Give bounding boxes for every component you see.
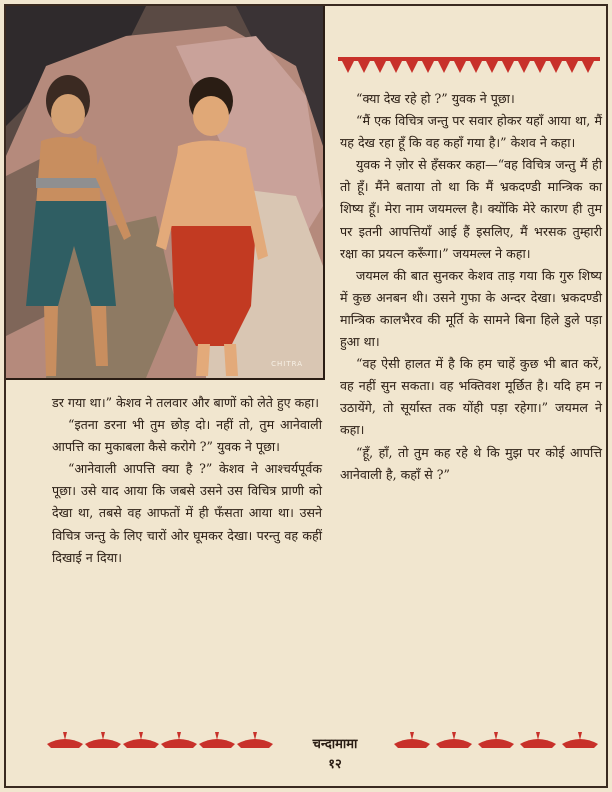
footer-ornament-left — [45, 728, 275, 750]
paragraph: डर गया था।” केशव ने तलवार और बाणों को लेते हुए कहा। — [52, 395, 320, 410]
paragraph: “मैं एक विचित्र जन्तु पर सवार होकर यहाँ आया था, मैं यह देख रहा हूँ कि वह कहाँ गया है।” केशव ने कहा। — [340, 113, 602, 151]
paragraph: “वह ऐसी हालत में है कि हम चाहें कुछ भी बात करें, वह नहीं सुन सकता। वह भक्तिवश मूर्छित है। यदि हम न उठायेंगे, तो सूर्यास्त तक योंही पड़ा रहेगा।” जयमल ने कहा। — [340, 356, 602, 438]
magazine-title: चन्दामामा — [312, 737, 358, 752]
ornament-header-icon — [338, 55, 600, 75]
footer-ornament-right — [392, 728, 602, 750]
page-number: १२ — [328, 757, 342, 772]
lamp-ornament-icon — [45, 728, 275, 750]
paragraph: “इतना डरना भी तुम छोड़ दो। नहीं तो, तुम आनेवाली आपत्ति का मुकाबला कैसे करोगे ?” युवक ने पूछा। — [52, 417, 322, 455]
decorative-header-border — [338, 55, 600, 75]
illustrator-signature: CHITRA — [271, 360, 303, 368]
paragraph: “हूँ, हाँ, तो तुम कह रहे थे कि मुझ पर कोई आपत्ति आनेवाली है, कहाँ से ?” — [340, 444, 602, 482]
paragraph: “आनेवाली आपत्ति क्या है ?” केशव ने आश्चर्यपूर्वक पूछा। उसे याद आया कि जबसे उसने उस विचित्र प्राणी को देखा था, तबसे वह आफतों में ही फँसता आया था। उसने विचित्र जन्तु के लिए चारों ओर घूमकर देखा। परन्तु वह कहीं दिखाई न दिया। — [52, 461, 322, 565]
paragraph: जयमल की बात सुनकर केशव ताड़ गया कि गुरु शिष्य में कुछ अनबन थी। उसने गुफा के अन्दर देखा। भ्रकदण्डी मान्त्रिक कालभैरव की मूर्ति के सामने बिना हिले डुले पड़ा हुआ था। — [340, 267, 602, 350]
right-column-text — [340, 88, 602, 486]
story-illustration — [6, 6, 325, 380]
paragraph: युवक ने ज़ोर से हँसकर कहा—“वह विचित्र जन्तु मैं ही तो हूँ। मैंने बताया तो था कि मैं भ्रकदण्डी मान्त्रिक का शिष्य हूँ। मेरा नाम जयमल्ल है। क्योंकि मेरे कारण ही तुम पर इतनी आपत्तियाँ आई हैं इसलिए, मैं भरसक तुम्हारी रक्षा का प्रयत्न करूँगा।” जयमल्ल ने कहा। — [340, 157, 602, 261]
lamp-ornament-icon — [392, 728, 602, 750]
illustration-art — [6, 6, 323, 378]
left-column-text — [52, 392, 322, 569]
paragraph: “क्या देख रहे हो ?” युवक ने पूछा। — [356, 91, 515, 106]
